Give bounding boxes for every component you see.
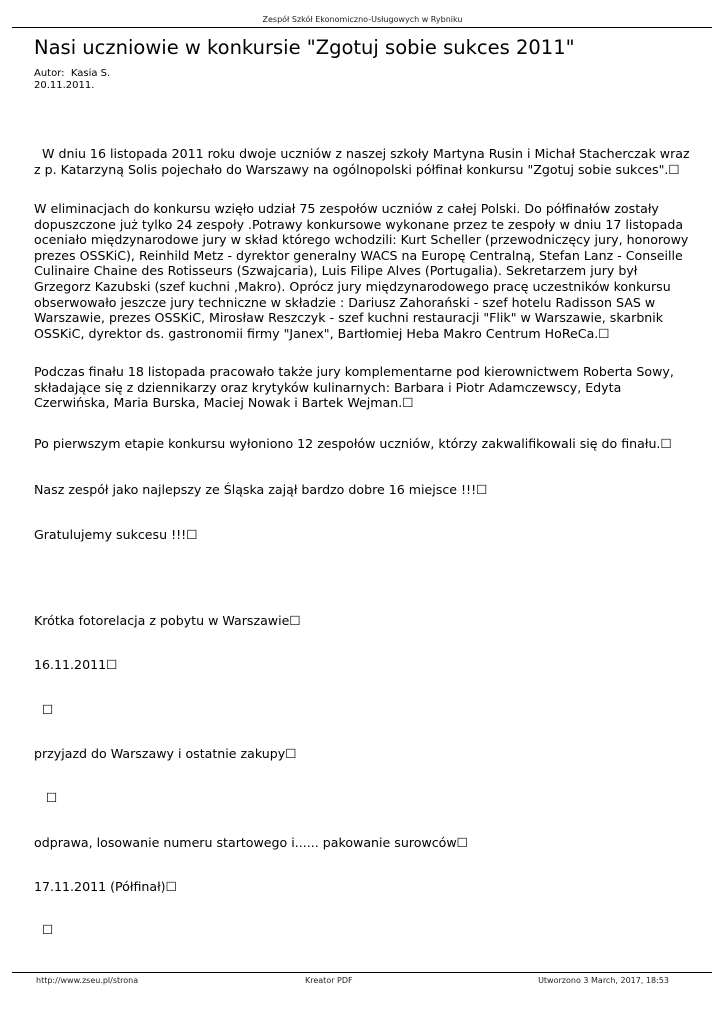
image-placeholder-3: ☐ <box>34 922 54 937</box>
paragraph-first-stage: Po pierwszym etapie konkursu wyłoniono 12 zespołów uczniów, którzy zakwalifikowali się do finału.☐ <box>34 436 672 451</box>
page-header-site: Zespół Szkół Ekonomiczno-Usługowych w Rybniku <box>262 15 463 24</box>
paragraph-result: Nasz zespół jako najlepszy ze Śląska zajął bardzo dobre 16 miejsce !!!☐ <box>34 482 488 497</box>
article-author: Autor: Kasia S. <box>34 68 111 79</box>
article-title: Nasi uczniowie w konkursie "Zgotuj sobie sukces 2011" <box>34 36 575 59</box>
image-placeholder-1: ☐ <box>34 702 54 717</box>
paragraph-briefing: odprawa, losowanie numeru startowego i...... pakowanie surowców☐ <box>34 835 468 850</box>
footer-generator: Kreator PDF <box>305 976 353 985</box>
article-date: 20.11.2011. <box>34 80 95 91</box>
image-placeholder-2: ☐ <box>34 790 58 805</box>
paragraph-photo-report: Krótka fotorelacja z pobytu w Warszawie☐ <box>34 613 301 628</box>
footer-created: Utworzono 3 March, 2017, 18:53 <box>538 976 669 985</box>
paragraph-intro: W dniu 16 listopada 2011 roku dwoje uczniów z naszej szkoły Martyna Rusin i Michał Stacherczak wraz z p. Katarzyną Solis pojechało do Warszawy na ogólnopolski półfinał konkursu "Zgotuj sobie sukces".☐ <box>34 146 694 177</box>
footer-url[interactable]: http://www.zseu.pl/strona <box>36 976 139 985</box>
paragraph-congratulations: Gratulujemy sukcesu !!!☐ <box>34 527 198 542</box>
paragraph-arrival: przyjazd do Warszawy i ostatnie zakupy☐ <box>34 746 297 761</box>
paragraph-eliminations: W eliminacjach do konkursu wzięło udział 75 zespołów uczniów z całej Polski. Do półfinałów zostały dopuszczone już tylko 24 zespoły .Potrawy konkursowe wykonane przez te zespoły w dniu 17 listopada oceniało międzynarodowe jury w skład którego wchodzili: Kurt Scheller (przewodniczęcy jury, honorowy prezes OSSKiC), Reinhild Metz - dyrektor generalny WACS na Europę Centralną, Stefan Lanz - Conseille Culinaire Chaine des Rotisseurs (Szwajcaria), Luis Filipe Alves (Portugalia). Sekretarzem jury był Grzegorz Kazubski (szef kuchni ,Makro). Oprócz jury międzynarodowego pracę uczestników konkursu obserwowało jeszcze jury techniczne w składzie : Dariusz Zahorański - szef hotelu Radisson SAS w Warszawie, prezes OSSKiC, Mirosław Reszczyk - szef kuchni restauracji "Flik" w Warszawie, skarbnik OSSKiC, dyrektor ds. gastronomii firmy "Janex", Bartłomiej Heba Makro Centrum HoReCa.☐ <box>34 201 689 341</box>
paragraph-date-16: 16.11.2011☐ <box>34 657 118 672</box>
header-divider <box>12 27 712 28</box>
paragraph-final-jury: Podczas finału 18 listopada pracowało także jury komplementarne pod kierownictwem Roberta Sowy, składające się z dziennikarzy oraz krytyków kulinarnych: Barbara i Piotr Adamczewscy, Edyta Czerwińska, Maria Burska, Maciej Nowak i Bartek Wejman.☐ <box>34 364 674 411</box>
paragraph-date-17: 17.11.2011 (Półfinał)☐ <box>34 879 177 894</box>
footer-divider <box>12 972 712 973</box>
